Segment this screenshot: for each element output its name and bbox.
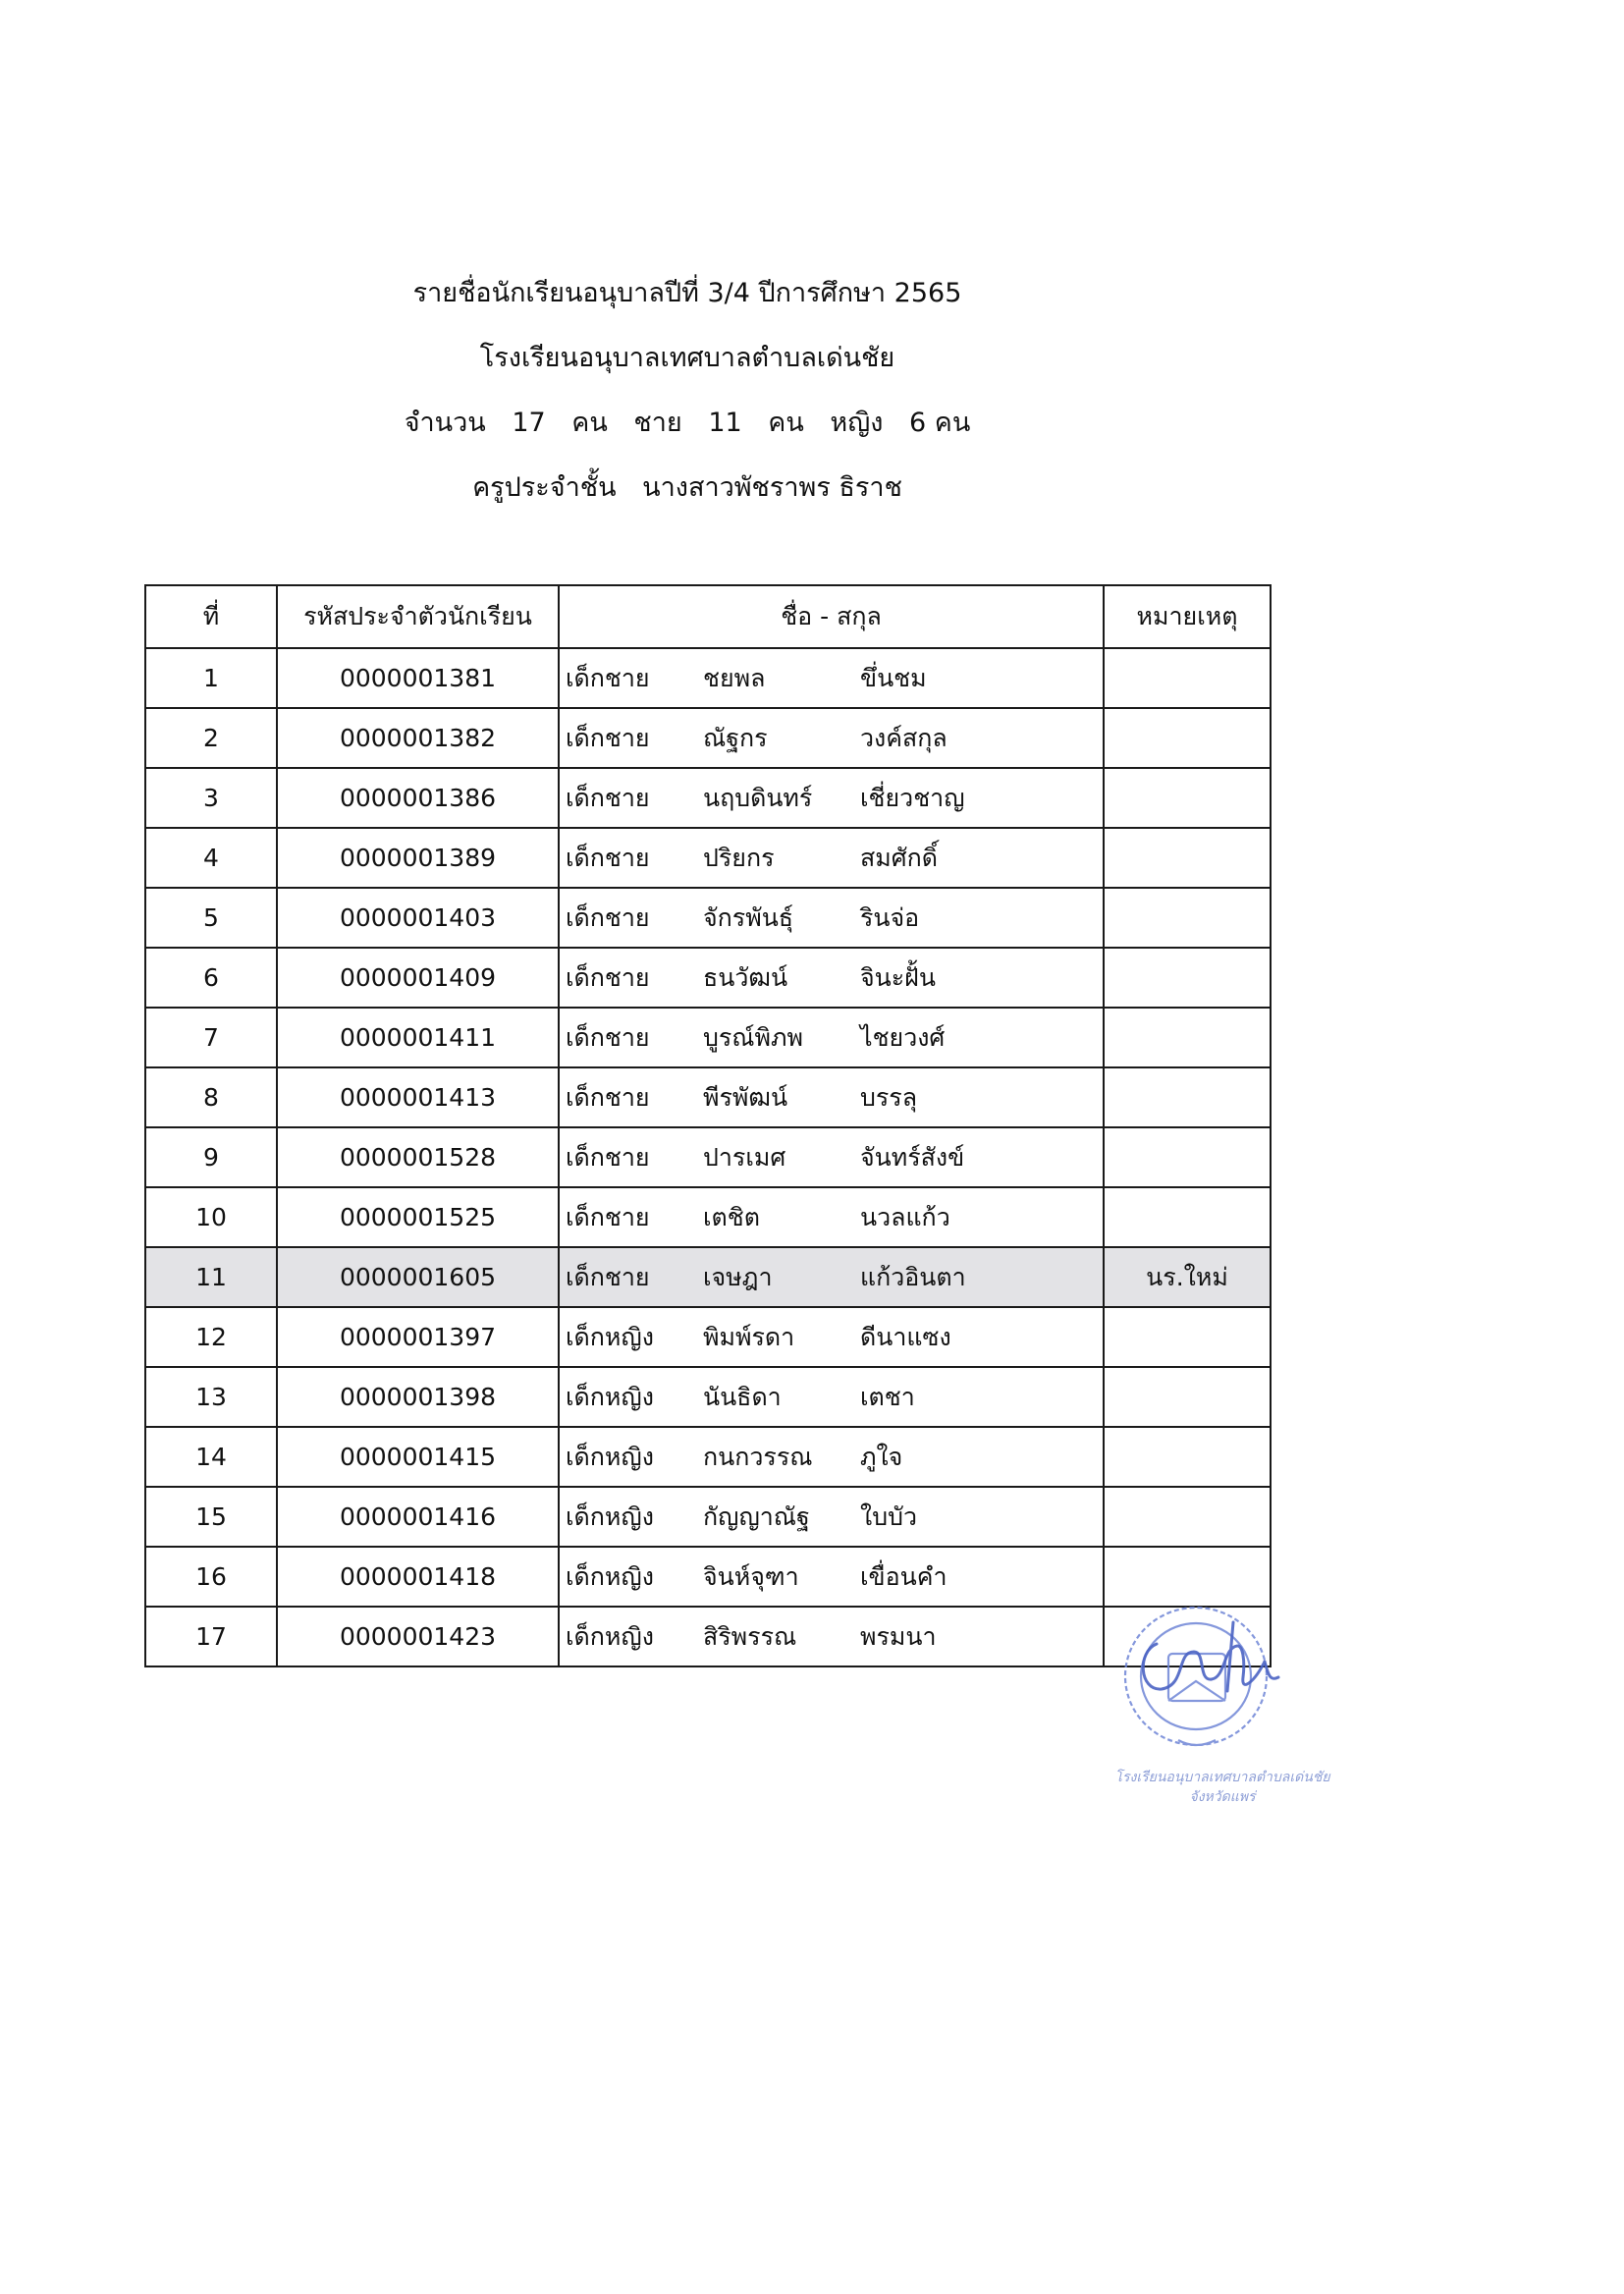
row-number: 15 bbox=[145, 1487, 277, 1547]
table-row bbox=[145, 768, 1271, 828]
remark: นร.ใหม่ bbox=[1104, 1247, 1271, 1307]
student-id: 0000001398 bbox=[277, 1367, 559, 1427]
table-row bbox=[145, 1547, 1271, 1607]
row-number: 1 bbox=[145, 648, 277, 708]
student-id: 0000001528 bbox=[277, 1127, 559, 1187]
student-name-cell bbox=[559, 1307, 1104, 1367]
table-row bbox=[145, 1247, 1271, 1307]
student-id: 0000001416 bbox=[277, 1487, 559, 1547]
first-name: นฤบดินทร์ bbox=[703, 783, 813, 812]
teacher-name: นางสาวพัชราพร ธิราช bbox=[642, 472, 902, 503]
last-name: ใบบัว bbox=[860, 1502, 917, 1531]
student-id: 0000001411 bbox=[277, 1008, 559, 1067]
table-row bbox=[145, 1427, 1271, 1487]
table-row bbox=[145, 1367, 1271, 1427]
student-name-cell bbox=[559, 1547, 1104, 1607]
last-name: ไชยวงศ์ bbox=[860, 1022, 946, 1052]
student-name-cell bbox=[559, 1127, 1104, 1187]
student-id: 0000001525 bbox=[277, 1187, 559, 1247]
row-number: 5 bbox=[145, 888, 277, 948]
name-prefix: เด็กชาย bbox=[566, 783, 650, 812]
table-row bbox=[145, 1307, 1271, 1367]
first-name: พิมพ์รดา bbox=[703, 1322, 795, 1351]
last-name: แก้วอินตา bbox=[860, 1262, 966, 1291]
row-number: 17 bbox=[145, 1607, 277, 1666]
student-name-cell bbox=[559, 768, 1104, 828]
first-name: ปริยกร bbox=[703, 843, 775, 872]
remark bbox=[1104, 708, 1271, 768]
name-prefix: เด็กชาย bbox=[566, 1022, 650, 1052]
remark bbox=[1104, 1367, 1271, 1427]
girls-label: หญิง bbox=[830, 408, 884, 438]
first-name: กนกวรรณ bbox=[703, 1442, 813, 1471]
name-prefix: เด็กหญิง bbox=[566, 1502, 654, 1531]
last-name: จินะฝั้น bbox=[860, 962, 936, 992]
student-name-cell bbox=[559, 1487, 1104, 1547]
name-prefix: เด็กชาย bbox=[566, 843, 650, 872]
column-header-name: ชื่อ - สกุล bbox=[559, 585, 1104, 648]
unit-label: คน bbox=[768, 408, 804, 438]
first-name: จินห์จุฑา bbox=[703, 1561, 799, 1591]
row-number: 16 bbox=[145, 1547, 277, 1607]
student-name-cell bbox=[559, 708, 1104, 768]
last-name: เขื่อนคำ bbox=[860, 1561, 947, 1591]
first-name: เตชิต bbox=[703, 1202, 760, 1231]
boys-label: ชาย bbox=[633, 408, 682, 438]
last-name: จันทร์สังข์ bbox=[860, 1142, 965, 1172]
student-roster-table bbox=[144, 584, 1272, 1667]
row-number: 9 bbox=[145, 1127, 277, 1187]
name-prefix: เด็กชาย bbox=[566, 1262, 650, 1291]
student-name-cell bbox=[559, 888, 1104, 948]
student-id: 0000001423 bbox=[277, 1607, 559, 1666]
column-header-number: ที่ bbox=[145, 585, 277, 648]
row-number: 4 bbox=[145, 828, 277, 888]
table-body bbox=[145, 648, 1271, 1666]
first-name: เจษฎา bbox=[703, 1262, 773, 1291]
table-row bbox=[145, 1127, 1271, 1187]
name-prefix: เด็กชาย bbox=[566, 1142, 650, 1172]
remark bbox=[1104, 828, 1271, 888]
remark bbox=[1104, 1427, 1271, 1487]
student-name-cell bbox=[559, 648, 1104, 708]
student-id: 0000001403 bbox=[277, 888, 559, 948]
student-id: 0000001381 bbox=[277, 648, 559, 708]
document-header bbox=[0, 277, 1375, 536]
name-prefix: เด็กหญิง bbox=[566, 1561, 654, 1591]
first-name: สิริพรรณ bbox=[703, 1621, 797, 1651]
first-name: บูรณ์พิภพ bbox=[703, 1022, 803, 1052]
student-name-cell bbox=[559, 1187, 1104, 1247]
table-row bbox=[145, 948, 1271, 1008]
name-prefix: เด็กชาย bbox=[566, 902, 650, 932]
teacher-label: ครูประจำชั้น bbox=[472, 472, 617, 503]
student-id: 0000001409 bbox=[277, 948, 559, 1008]
student-id: 0000001386 bbox=[277, 768, 559, 828]
name-prefix: เด็กชาย bbox=[566, 1082, 650, 1112]
table-row bbox=[145, 708, 1271, 768]
table-row bbox=[145, 648, 1271, 708]
girls-count: 6 bbox=[909, 408, 927, 438]
remark bbox=[1104, 1487, 1271, 1547]
stamp-caption bbox=[1075, 1768, 1370, 1807]
last-name: นวลแก้ว bbox=[860, 1202, 950, 1231]
remark bbox=[1104, 648, 1271, 708]
name-prefix: เด็กชาย bbox=[566, 663, 650, 692]
name-prefix: เด็กหญิง bbox=[566, 1322, 654, 1351]
remark bbox=[1104, 948, 1271, 1008]
remark bbox=[1104, 888, 1271, 948]
student-id: 0000001418 bbox=[277, 1547, 559, 1607]
last-name: บรรลุ bbox=[860, 1082, 918, 1112]
remark bbox=[1104, 1067, 1271, 1127]
row-number: 3 bbox=[145, 768, 277, 828]
last-name: เตชา bbox=[860, 1382, 915, 1411]
student-name-cell bbox=[559, 828, 1104, 888]
row-number: 8 bbox=[145, 1067, 277, 1127]
name-prefix: เด็กหญิง bbox=[566, 1442, 654, 1471]
name-prefix: เด็กหญิง bbox=[566, 1621, 654, 1651]
first-name: ธนวัฒน์ bbox=[703, 962, 788, 992]
student-id: 0000001415 bbox=[277, 1427, 559, 1487]
student-id: 0000001382 bbox=[277, 708, 559, 768]
first-name: ชยพล bbox=[703, 663, 766, 692]
table-row bbox=[145, 1487, 1271, 1547]
last-name: ขึ่นชม bbox=[860, 663, 927, 692]
row-number: 12 bbox=[145, 1307, 277, 1367]
first-name: จักรพันธุ์ bbox=[703, 902, 794, 932]
name-prefix: เด็กชาย bbox=[566, 1202, 650, 1231]
total-count: 17 bbox=[512, 408, 546, 438]
column-header-remark: หมายเหตุ bbox=[1104, 585, 1271, 648]
remark bbox=[1104, 1187, 1271, 1247]
student-count-line bbox=[0, 407, 1375, 440]
official-seal-and-signature bbox=[1117, 1583, 1284, 1760]
name-prefix: เด็กชาย bbox=[566, 723, 650, 752]
unit-label: คน bbox=[571, 408, 608, 438]
student-id: 0000001605 bbox=[277, 1247, 559, 1307]
boys-count: 11 bbox=[708, 408, 742, 438]
total-label: จำนวน bbox=[404, 408, 486, 438]
last-name: พรมนา bbox=[860, 1621, 937, 1651]
remark bbox=[1104, 1008, 1271, 1067]
row-number: 13 bbox=[145, 1367, 277, 1427]
student-id: 0000001389 bbox=[277, 828, 559, 888]
stamp-caption-province: จังหวัดแพร่ bbox=[1189, 1789, 1256, 1805]
last-name: เชี่ยวชาญ bbox=[860, 783, 965, 812]
table-row bbox=[145, 1008, 1271, 1067]
first-name: ณัฐกร bbox=[703, 723, 768, 752]
table-row bbox=[145, 1187, 1271, 1247]
last-name: วงค์สกุล bbox=[860, 723, 947, 752]
name-prefix: เด็กชาย bbox=[566, 962, 650, 992]
student-name-cell bbox=[559, 1607, 1104, 1666]
student-name-cell bbox=[559, 1067, 1104, 1127]
row-number: 14 bbox=[145, 1427, 277, 1487]
student-name-cell bbox=[559, 1247, 1104, 1307]
stamp-caption-school: โรงเรียนอนุบาลเทศบาลตำบลเด่นชัย bbox=[1114, 1770, 1330, 1785]
student-name-cell bbox=[559, 948, 1104, 1008]
row-number: 2 bbox=[145, 708, 277, 768]
student-id: 0000001413 bbox=[277, 1067, 559, 1127]
table-header-row bbox=[145, 585, 1271, 648]
remark bbox=[1104, 1307, 1271, 1367]
last-name: สมศักดิ์ bbox=[860, 843, 938, 872]
name-prefix: เด็กหญิง bbox=[566, 1382, 654, 1411]
remark bbox=[1104, 768, 1271, 828]
last-name: ภูใจ bbox=[860, 1442, 903, 1471]
row-number: 6 bbox=[145, 948, 277, 1008]
teacher-line bbox=[0, 471, 1375, 505]
table-row bbox=[145, 1607, 1271, 1666]
table-row bbox=[145, 888, 1271, 948]
row-number: 11 bbox=[145, 1247, 277, 1307]
title-line: รายชื่อนักเรียนอนุบาลปีที่ 3/4 ปีการศึกษา 2565 bbox=[412, 278, 962, 308]
row-number: 10 bbox=[145, 1187, 277, 1247]
school-name: โรงเรียนอนุบาลเทศบาลตำบลเด่นชัย bbox=[479, 343, 895, 373]
first-name: กัญญาณัฐ bbox=[703, 1502, 810, 1531]
column-header-student-id: รหัสประจำตัวนักเรียน bbox=[277, 585, 559, 648]
table-row bbox=[145, 828, 1271, 888]
last-name: ดีนาแซง bbox=[860, 1322, 951, 1351]
student-name-cell bbox=[559, 1427, 1104, 1487]
row-number: 7 bbox=[145, 1008, 277, 1067]
first-name: นันธิดา bbox=[703, 1382, 782, 1411]
student-name-cell bbox=[559, 1367, 1104, 1427]
table-row bbox=[145, 1067, 1271, 1127]
student-id: 0000001397 bbox=[277, 1307, 559, 1367]
student-name-cell bbox=[559, 1008, 1104, 1067]
remark bbox=[1104, 1127, 1271, 1187]
unit-label: คน bbox=[934, 408, 971, 438]
first-name: ปารเมศ bbox=[703, 1142, 786, 1172]
first-name: พีรพัฒน์ bbox=[703, 1082, 788, 1112]
last-name: รินจ่อ bbox=[860, 902, 920, 932]
